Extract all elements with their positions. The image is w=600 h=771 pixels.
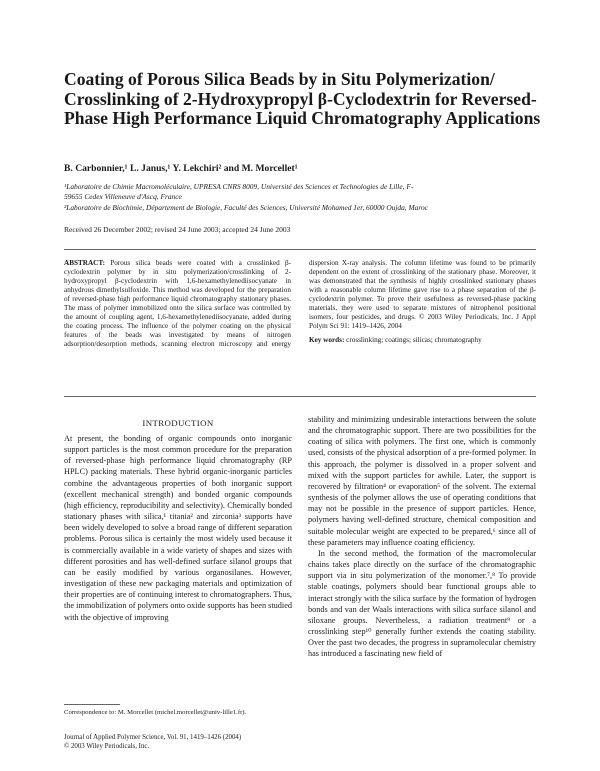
copyright-line: © 2003 Wiley Periodicals, Inc. — [64, 742, 150, 750]
abstract-label: ABSTRACT: — [64, 259, 106, 267]
correspondence-footnote: Correspondence to: M. Morcellet (michel.morcellet@univ-lille1.fr). — [64, 709, 247, 716]
keywords-line — [309, 336, 536, 345]
abstract-text: Porous silica beads were coated with a crosslinked β-cyclodextrin polymer by in situ polymerization/crosslinking of 2-hydroxypropyl β-cyclodextrin with 1,6-hexamethylenediisocyanate in anhydrous dimethylsulfoxide. This method was developed for the preparation of reversed-phase high performance liquid chromatography stationary phases. The mass of polymer immobilized onto the silica surface was controlled by the amount of coupling agent, 1,6-hexamethylenediisocyanate, added during the coating process. The influence of the polymer coating on the physical features of the beads was investigated by means of nitrogen adsorption/desorption methods, scanning electron microscopy and energy dispersion X-ray analysis. The column lifetime was found to be primarily dependent on the extent of crosslinking of the stationary phase. Moreover, it was demonstrated that the synthesis of highly crosslinked stationary phases with a reasonable column lifetime gave rise to a phase separation of the β-cyclodextrin polymer. To prove their usefulness as reversed-phase packing materials, they were used to separate mixtures of nitrophenol positional isomers, four pesticides, and drugs. © 2003 Wiley Periodicals, Inc. J Appl Polym Sci 91: 1419–1426, 2004 — [64, 259, 536, 348]
affiliations — [64, 182, 552, 213]
keywords-label: Key words: — [309, 335, 345, 344]
journal-citation — [64, 734, 292, 751]
abstract-block — [64, 259, 536, 389]
body-column-right — [308, 414, 536, 754]
affiliation-1-cont: 59655 Cedex Villeneuve d'Ascq, France — [64, 192, 182, 202]
body-paragraph-right-2: In the second method, the formation of the macromolecular chains takes place directly on the surface of the chromatographic support via in situ polymerization of the monomer.⁷,⁸ To provide stable coatings, polymers should bear functional groups able to interact strongly with the silica surface by the formation of hydrogen bonds and van der Waals interactions with silica surface silanol and siloxane groups. Nevertheless, a radiation treatment⁹ or a crosslinking step¹⁰ generally further extends the coating stability. Over the past two decades, the progress in supramolecular chemistry has introduced a fascinating new field of — [308, 548, 536, 659]
journal-name-line: Journal of Applied Polymer Science, Vol. 91, 1419–1426 (2004) — [64, 734, 242, 741]
keywords-text: crosslinking; coatings; silicas; chromatography — [346, 335, 482, 344]
paper-title: Coating of Porous Silica Beads by in Situ Polymerization/ Crosslinking of 2-Hydroxypropyl β-Cyclodextrin for Reversed-Phase High Performance Liquid Chromatography Applications — [64, 69, 541, 128]
footnote-rule — [64, 704, 120, 705]
affiliation-1: ¹Laboratoire de Chimie Macromoléculaire, UPRESA CNRS 8009, Université des Sciences et Technologies de Lille, F- — [64, 182, 414, 191]
body-paragraph-left: At present, the bonding of organic compounds onto inorganic support particles is the most common procedure for the preparation of reversed-phase high performance liquid chromatography (RP HPLC) packing materials. These hybrid organic-inorganic particles combine the advantageous properties of both inorganic support (excellent mechanical strength) and bonded organic compounds (high efficiency, reproducibility and selectivity). Chemically bonded stationary phases with silica,¹ titania² and zirconia³ supports have been widely developed to solve a broad range of different separation problems. Porous silica is certainly the most widely used because it is commercially available in a wide variety of shapes and sizes with different porosities and has well-defined surface silanol groups that can be easily modified by various organosilanes. However, investigation of these new packaging materials and optimization of their properties are of continuing interest to chromatographers. Thus, the immobilization of polymers onto oxide supports has been studied with the objective of improving — [64, 434, 292, 622]
affiliation-2: ²Laboratoire de Biochimie, Département de Biologie, Faculté des Sciences, Université Mohamed 1er, 60000 Oujda, Maroc — [64, 202, 428, 212]
section-heading-introduction: INTRODUCTION — [142, 418, 214, 428]
abstract-bottom-rule — [64, 396, 536, 397]
body-paragraph-right-1: stability and minimizing undesirable interactions between the solute and the chromatographic support. There are two possibilities for the coating of silica with polymers. The first one, which is commonly used, consists of the physical adsorption of a pre-formed polymer. In this approach, the polymer is dissolved in a proper solvent and mixed with the support particles for awhile. Later, the support is recovered by filtration⁴ or evaporation⁵ of the solvent. The external synthesis of the polymer allows the use of operating conditions that may not be possible in the presence of support particles. Hence, polymers having well-defined structure, chemical composition and suitable molecular weight are expected to be prepared,⁶ since all of these parameters may influence coating efficiency. — [308, 415, 536, 547]
body-column-left — [64, 433, 292, 699]
received-dates: Received 26 December 2002; revised 24 June 2003; accepted 24 June 2003 — [64, 225, 291, 234]
abstract-top-rule — [64, 249, 536, 250]
author-list: B. Carbonnier,¹ L. Janus,¹ Y. Lekchiri² and M. Morcellet¹ — [64, 163, 298, 174]
